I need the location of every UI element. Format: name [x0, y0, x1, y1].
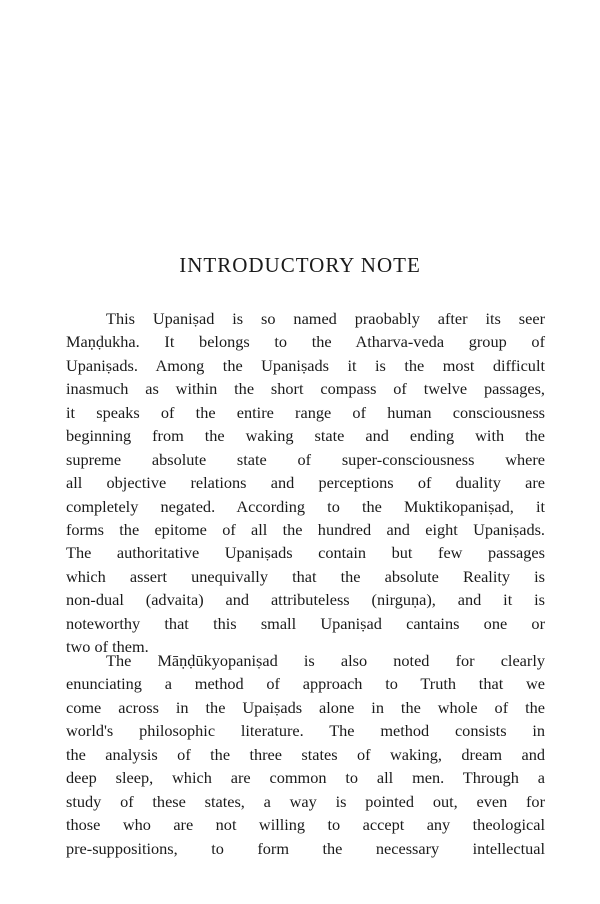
- text-line: noteworthy that this small Upaniṣad cantains one or: [66, 613, 545, 633]
- paragraph-2: [66, 649, 545, 860]
- text-line: completely negated. According to the Muktikopaniṣad, it: [66, 496, 545, 516]
- page-title: INTRODUCTORY NOTE: [179, 253, 421, 277]
- text-line: two of them.: [66, 637, 149, 657]
- text-line: all objective relations and perceptions of duality are: [66, 473, 545, 493]
- text-line: forms the epitome of all the hundred and eight Upaniṣads.: [66, 519, 545, 539]
- text-line: the analysis of the three states of waking, dream and: [66, 744, 545, 764]
- text-line: supreme absolute state of super-consciousness where: [66, 449, 545, 469]
- text-line: inasmuch as within the short compass of twelve passages,: [66, 379, 545, 399]
- text-line: non-dual (advaita) and attributeless (nirguṇa), and it is: [66, 590, 545, 610]
- text-line: study of these states, a way is pointed out, even for: [66, 791, 545, 811]
- text-line: which assert unequivally that the absolute Reality is: [66, 566, 545, 586]
- text-line: those who are not willing to accept any theological: [66, 815, 545, 835]
- text-line: Upaniṣads. Among the Upaniṣads it is the most difficult: [66, 355, 545, 375]
- text-line: The Māṇḍūkyopaniṣad is also noted for clearly: [106, 651, 545, 670]
- text-line: come across in the Upaiṣads alone in the whole of the: [66, 697, 545, 717]
- text-line: beginning from the waking state and ending with the: [66, 426, 545, 446]
- text-line: deep sleep, which are common to all men. Through a: [66, 768, 545, 788]
- text-line: Maṇḍukha. It belongs to the Atharva-veda group of: [66, 332, 545, 352]
- text-line: This Upaniṣad is so named praobably after its seer: [106, 309, 545, 328]
- text-line: world's philosophic literature. The method consists in: [66, 721, 545, 741]
- text-line: enunciating a method of approach to Truth that we: [66, 674, 545, 694]
- text-line: it speaks of the entire range of human consciousness: [66, 402, 545, 422]
- paragraph-1: [66, 307, 545, 659]
- text-line: The authoritative Upaniṣads contain but few passages: [66, 543, 545, 563]
- text-line: pre-suppositions, to form the necessary intellectual: [66, 838, 545, 858]
